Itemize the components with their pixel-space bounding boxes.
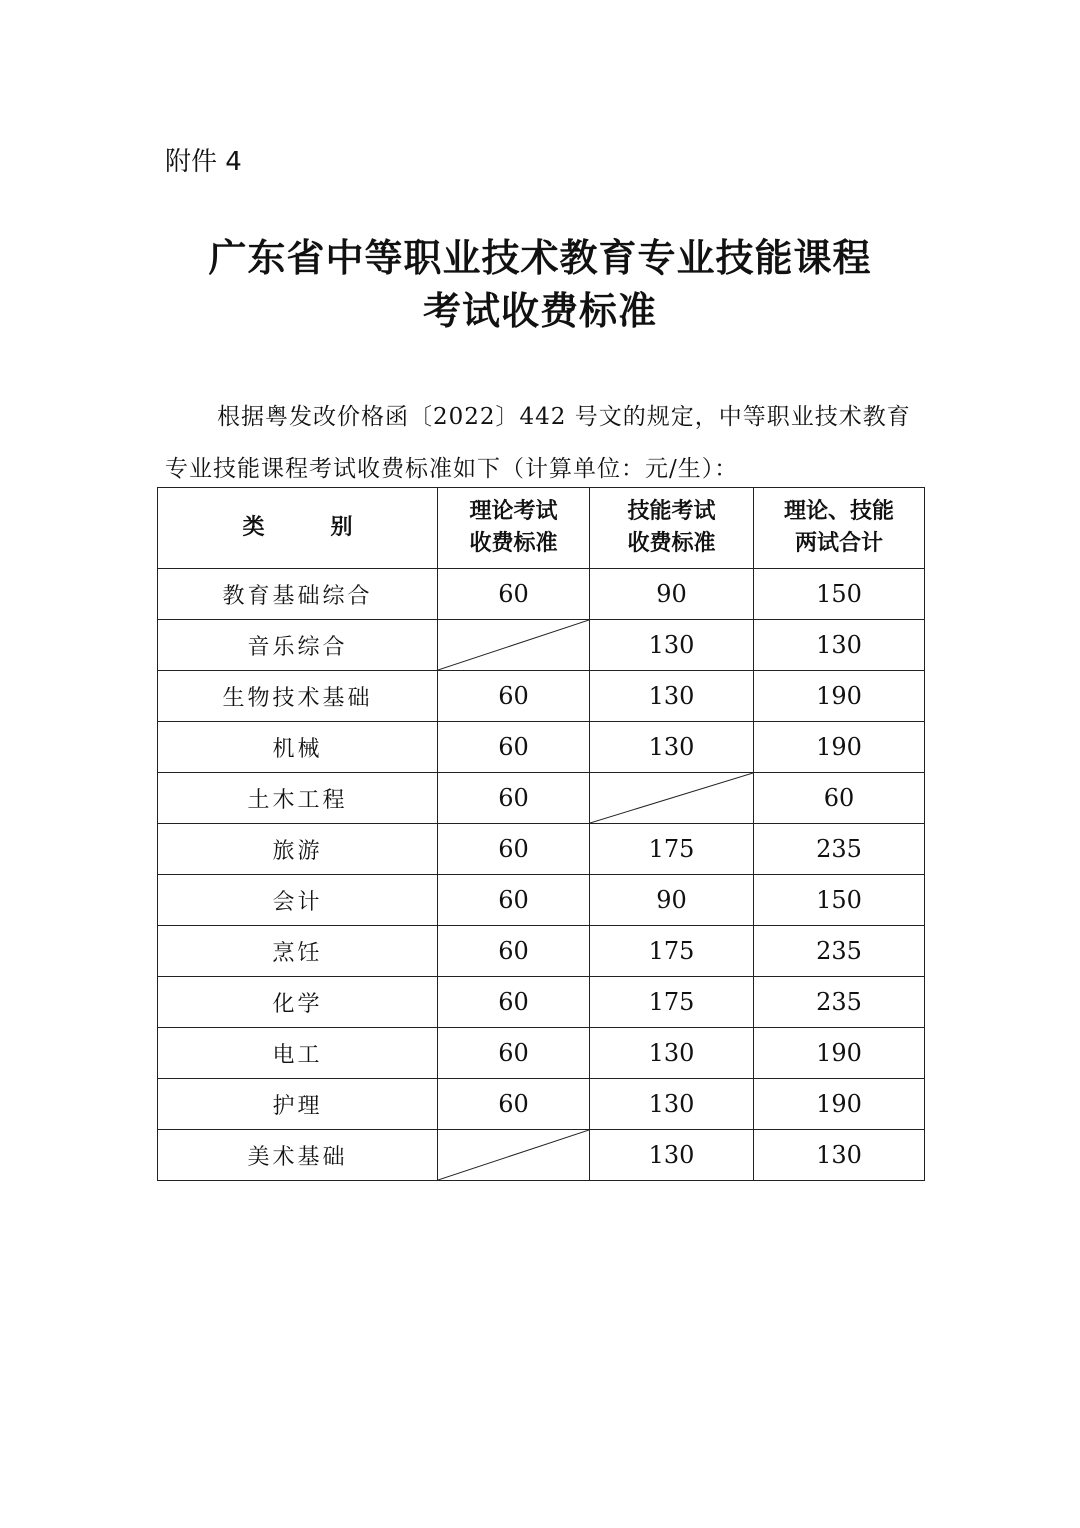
cell-theory-not-applicable bbox=[438, 620, 590, 671]
cell-skill: 130 bbox=[590, 1028, 754, 1079]
table-row bbox=[158, 671, 925, 722]
table-row bbox=[158, 875, 925, 926]
cell-skill: 90 bbox=[590, 875, 754, 926]
cell-category: 电工 bbox=[158, 1028, 438, 1079]
table-row bbox=[158, 620, 925, 671]
cell-total: 190 bbox=[754, 1028, 925, 1079]
cell-skill: 130 bbox=[590, 620, 754, 671]
cell-theory: 60 bbox=[438, 1079, 590, 1130]
diagonal-slash-icon bbox=[438, 1130, 589, 1180]
header-category-label: 类 别 bbox=[242, 515, 375, 540]
cell-total: 130 bbox=[754, 1130, 925, 1181]
fee-table bbox=[157, 487, 925, 1181]
cell-theory: 60 bbox=[438, 875, 590, 926]
cell-theory: 60 bbox=[438, 773, 590, 824]
cell-total: 150 bbox=[754, 569, 925, 620]
document-title-line-1: 广东省中等职业技术教育专业技能课程 bbox=[208, 236, 872, 280]
cell-skill: 130 bbox=[590, 671, 754, 722]
cell-skill: 175 bbox=[590, 977, 754, 1028]
cell-skill-not-applicable bbox=[590, 773, 754, 824]
cell-skill: 175 bbox=[590, 926, 754, 977]
header-skill-fee-line-2: 收费标准 bbox=[627, 531, 716, 556]
cell-category: 美术基础 bbox=[158, 1130, 438, 1181]
cell-category: 化学 bbox=[158, 977, 438, 1028]
cell-total: 190 bbox=[754, 1079, 925, 1130]
table-row bbox=[158, 1130, 925, 1181]
cell-skill: 130 bbox=[590, 1130, 754, 1181]
cell-category: 生物技术基础 bbox=[158, 671, 438, 722]
header-category bbox=[158, 488, 438, 569]
intro-paragraph-line-1: 根据粤发改价格函〔2022〕442 号文的规定，中等职业技术教育 bbox=[217, 404, 911, 430]
cell-total: 235 bbox=[754, 977, 925, 1028]
fee-table-header-row bbox=[158, 488, 925, 569]
cell-total: 190 bbox=[754, 722, 925, 773]
cell-skill: 130 bbox=[590, 722, 754, 773]
cell-theory: 60 bbox=[438, 671, 590, 722]
cell-theory: 60 bbox=[438, 824, 590, 875]
document-title-line-2: 考试收费标准 bbox=[422, 289, 657, 333]
cell-theory: 60 bbox=[438, 977, 590, 1028]
diagonal-slash-icon bbox=[438, 620, 589, 670]
table-row bbox=[158, 569, 925, 620]
cell-total: 190 bbox=[754, 671, 925, 722]
cell-category: 音乐综合 bbox=[158, 620, 438, 671]
cell-total: 150 bbox=[754, 875, 925, 926]
cell-category: 烹饪 bbox=[158, 926, 438, 977]
header-total-fee-line-1: 理论、技能 bbox=[783, 499, 894, 524]
cell-category: 土木工程 bbox=[158, 773, 438, 824]
table-row bbox=[158, 824, 925, 875]
header-theory-fee-line-2: 收费标准 bbox=[469, 531, 558, 556]
header-skill-fee-line-1: 技能考试 bbox=[627, 499, 716, 524]
cell-total: 60 bbox=[754, 773, 925, 824]
cell-skill: 130 bbox=[590, 1079, 754, 1130]
header-total-fee-line-2: 两试合计 bbox=[794, 531, 883, 556]
cell-total: 235 bbox=[754, 824, 925, 875]
table-row bbox=[158, 1079, 925, 1130]
table-row bbox=[158, 722, 925, 773]
cell-theory: 60 bbox=[438, 926, 590, 977]
cell-theory: 60 bbox=[438, 1028, 590, 1079]
header-total-fee bbox=[754, 488, 925, 569]
intro-paragraph-line-2: 专业技能课程考试收费标准如下（计算单位：元/生）： bbox=[165, 456, 739, 482]
cell-skill: 90 bbox=[590, 569, 754, 620]
header-theory-fee-line-1: 理论考试 bbox=[469, 499, 558, 524]
table-row bbox=[158, 773, 925, 824]
table-row bbox=[158, 977, 925, 1028]
cell-theory-not-applicable bbox=[438, 1130, 590, 1181]
table-row bbox=[158, 926, 925, 977]
table-row bbox=[158, 1028, 925, 1079]
cell-total: 130 bbox=[754, 620, 925, 671]
cell-category: 旅游 bbox=[158, 824, 438, 875]
attachment-label: 附件 4 bbox=[165, 147, 242, 177]
header-skill-fee bbox=[590, 488, 754, 569]
cell-category: 机械 bbox=[158, 722, 438, 773]
cell-category: 会计 bbox=[158, 875, 438, 926]
diagonal-slash-icon bbox=[590, 773, 753, 823]
cell-theory: 60 bbox=[438, 569, 590, 620]
cell-total: 235 bbox=[754, 926, 925, 977]
header-theory-fee bbox=[438, 488, 590, 569]
cell-category: 教育基础综合 bbox=[158, 569, 438, 620]
cell-skill: 175 bbox=[590, 824, 754, 875]
cell-theory: 60 bbox=[438, 722, 590, 773]
cell-category: 护理 bbox=[158, 1079, 438, 1130]
